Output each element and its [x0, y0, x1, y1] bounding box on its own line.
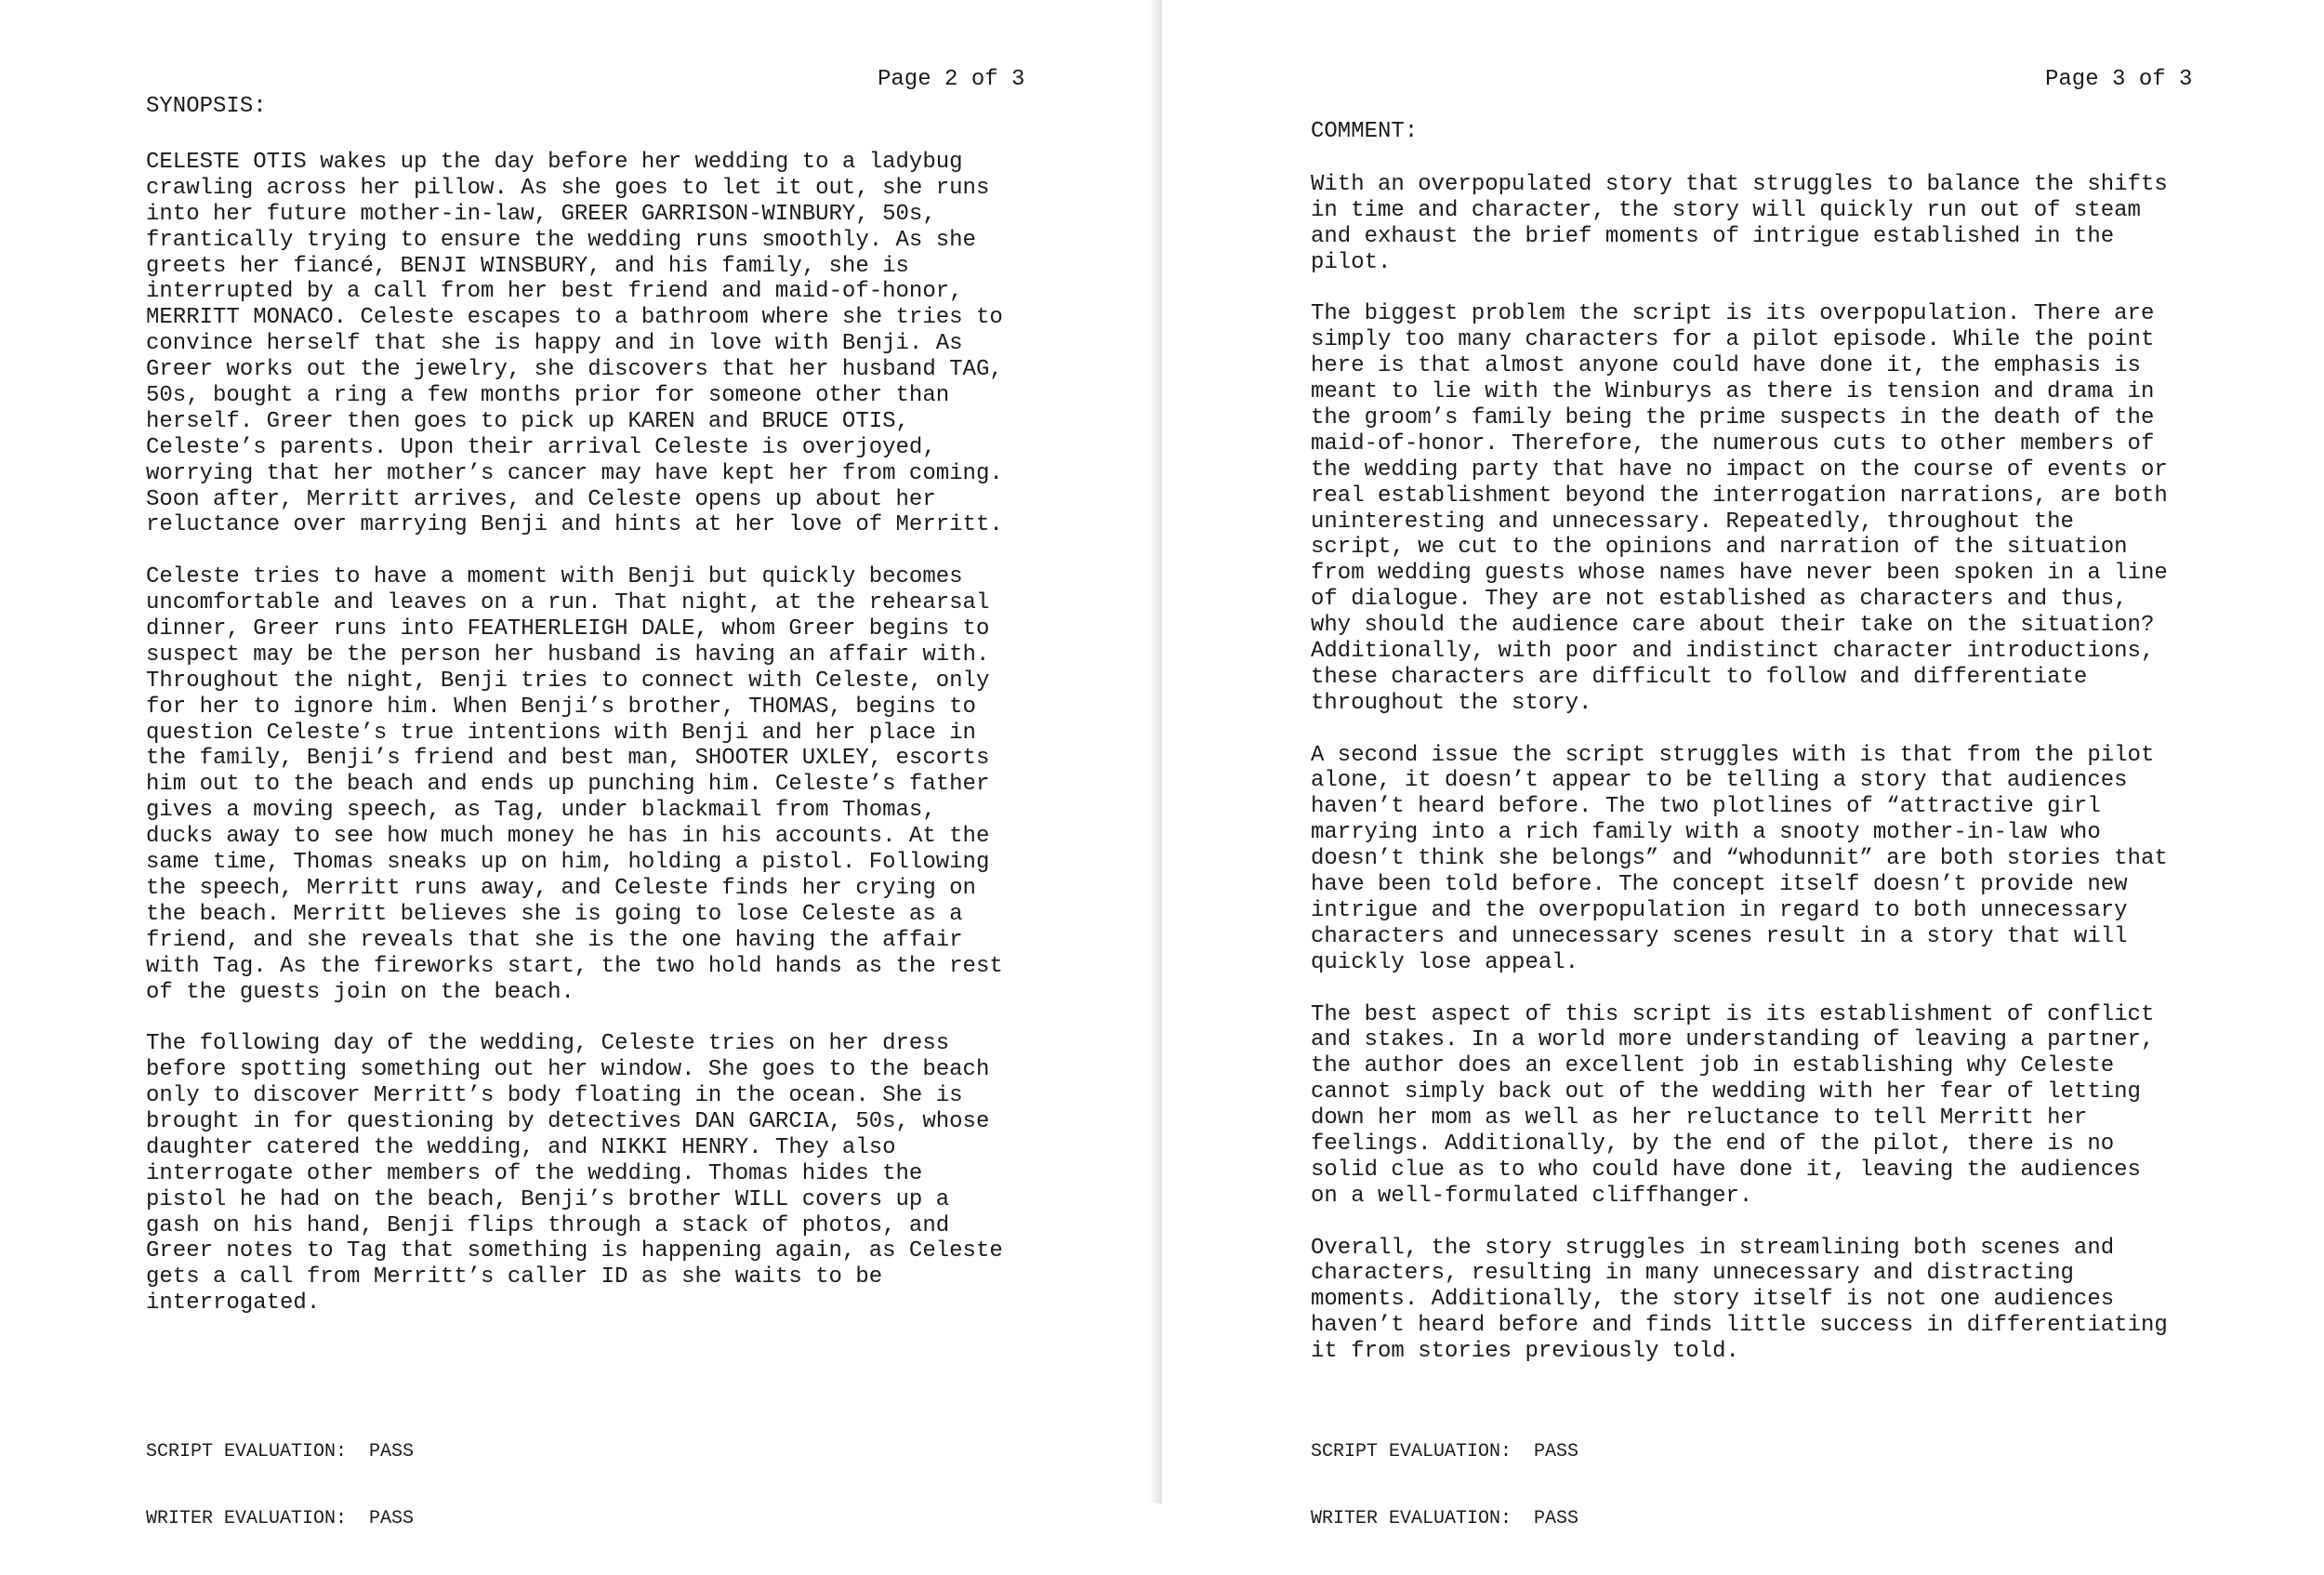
text-line: intrigue and the overpopulation in regard to both unnecessary	[1311, 897, 2128, 923]
text-line: doesn’t think she belongs” and “whodunnit” are both stories that	[1311, 846, 2168, 872]
page-number: Page 2 of 3	[878, 67, 1025, 92]
text-line: herself. Greer then goes to pick up KAREN and BRUCE OTIS,	[146, 408, 909, 434]
writer-evaluation: WRITER EVALUATION: PASS	[146, 1508, 415, 1529]
paragraph	[146, 1031, 1003, 1317]
text-line: real establishment beyond the interrogation narrations, are both	[1311, 483, 2168, 509]
text-line: from wedding guests whose names have never been spoken in a line	[1311, 561, 2168, 587]
text-line: The biggest problem the script is its overpopulation. There are	[1311, 301, 2155, 327]
text-line: characters, resulting in many unnecessary and distracting	[1311, 1261, 2074, 1287]
text-line: moments. Additionally, the story itself is not one audiences	[1311, 1287, 2115, 1313]
paragraph	[146, 564, 1003, 1005]
text-line: and exhaust the brief moments of intrigue established in the	[1311, 223, 2115, 249]
text-line: the family, Benji’s friend and best man, SHOOTER UXLEY, escorts	[146, 746, 990, 772]
text-line: interrogate other members of the wedding. Thomas hides the	[146, 1160, 923, 1186]
text-line: of dialogue. They are not established as characters and thus,	[1311, 587, 2128, 613]
text-line: throughout the story.	[1311, 690, 1592, 716]
text-line: the speech, Merritt runs away, and Celeste finds her crying on	[146, 875, 976, 901]
paragraph	[146, 150, 1003, 538]
text-line: MERRITT MONACO. Celeste escapes to a bathroom where she tries to	[146, 305, 1003, 331]
text-line: of the guests join on the beach.	[146, 979, 574, 1005]
text-line: 50s, bought a ring a few months prior for someone other than	[146, 383, 950, 409]
text-line: greets her fiancé, BENJI WINSBURY, and his family, she is	[146, 253, 909, 279]
text-line: With an overpopulated story that struggles to balance the shifts	[1311, 172, 2168, 197]
text-line: into her future mother-in-law, GREER GARRISON-WINBURY, 50s,	[146, 201, 936, 227]
text-line: before spotting something out her window. She goes to the beach	[146, 1057, 990, 1083]
text-line: Greer notes to Tag that something is happening again, as Celeste	[146, 1238, 1003, 1264]
text-line: have been told before. The concept itself doesn’t provide new	[1311, 872, 2128, 898]
text-line: Additionally, with poor and indistinct character introductions,	[1311, 639, 2155, 665]
page-3	[1162, 0, 2324, 1529]
text-line: dinner, Greer runs into FEATHERLEIGH DALE, whom Greer begins to	[146, 616, 990, 642]
text-line: Greer works out the jewelry, she discovers that her husband TAG,	[146, 357, 1003, 383]
text-line: gets a call from Merritt’s caller ID as she waits to be	[146, 1264, 883, 1290]
text-line: simply too many characters for a pilot episode. While the point	[1311, 327, 2155, 353]
text-line: the author does an excellent job in establishing why Celeste	[1311, 1053, 2115, 1079]
text-line: Celeste tries to have a moment with Benji but quickly becomes	[146, 564, 963, 590]
text-line: friend, and she reveals that she is the one having the affair	[146, 927, 963, 953]
text-line: uncomfortable and leaves on a run. That night, at the rehearsal	[146, 590, 990, 616]
paragraph	[1311, 1236, 2168, 1365]
script-evaluation: SCRIPT EVALUATION: PASS	[146, 1441, 415, 1462]
evaluations	[146, 1396, 414, 1575]
text-line: Overall, the story struggles in streamlining both scenes and	[1311, 1235, 2115, 1261]
text-line: down her mom as well as her reluctance to tell Merritt her	[1311, 1105, 2088, 1132]
text-line: Celeste’s parents. Upon their arrival Celeste is overjoyed,	[146, 434, 936, 460]
text-line: interrogated.	[146, 1290, 321, 1317]
text-line: interrupted by a call from her best friend and maid-of-honor,	[146, 279, 963, 305]
text-line: it from stories previously told.	[1311, 1339, 1739, 1365]
text-line: why should the audience care about their take on the situation?	[1311, 613, 2155, 639]
text-line: Throughout the night, Benji tries to connect with Celeste, only	[146, 668, 990, 694]
text-line: quickly lose appeal.	[1311, 949, 1579, 975]
text-line: solid clue as to who could have done it, leaving the audiences	[1311, 1157, 2141, 1183]
page-2	[0, 0, 1162, 1529]
text-line: maid-of-honor. Therefore, the numerous cuts to other members of	[1311, 430, 2155, 457]
text-line: question Celeste’s true intentions with Benji and her place in	[146, 720, 976, 746]
text-line: only to discover Merritt’s body floating in the ocean. She is	[146, 1083, 963, 1109]
synopsis-heading: SYNOPSIS:	[146, 94, 267, 119]
script-evaluation: SCRIPT EVALUATION: PASS	[1311, 1441, 1579, 1462]
text-line: daughter catered the wedding, and NIKKI HENRY. They also	[146, 1134, 896, 1160]
text-line: The following day of the wedding, Celeste tries on her dress	[146, 1031, 950, 1057]
text-line: pistol he had on the beach, Benji’s brother WILL covers up a	[146, 1186, 950, 1212]
text-line: here is that almost anyone could have done it, the emphasis is	[1311, 353, 2141, 379]
text-line: and stakes. In a world more understanding of leaving a partner,	[1311, 1027, 2155, 1053]
paragraph	[1311, 172, 2168, 276]
text-line: gash on his hand, Benji flips through a stack of photos, and	[146, 1212, 950, 1238]
text-line: meant to lie with the Winburys as there is tension and drama in	[1311, 379, 2155, 405]
text-line: crawling across her pillow. As she goes to let it out, she runs	[146, 175, 990, 201]
text-line: convince herself that she is happy and in love with Benji. As	[146, 331, 963, 357]
page-number: Page 3 of 3	[2045, 67, 2193, 92]
text-line: characters and unnecessary scenes result in a story that will	[1311, 923, 2128, 949]
paragraph	[1311, 743, 2168, 976]
text-line: feelings. Additionally, by the end of the pilot, there is no	[1311, 1131, 2115, 1157]
text-line: suspect may be the person her husband is having an affair with.	[146, 642, 990, 668]
text-line: him out to the beach and ends up punching him. Celeste’s father	[146, 772, 990, 798]
paragraph	[1311, 1002, 2168, 1210]
comment-heading: COMMENT:	[1311, 119, 1419, 144]
text-line: same time, Thomas sneaks up on him, holding a pistol. Following	[146, 850, 990, 876]
text-line: A second issue the script struggles with is that from the pilot	[1311, 742, 2155, 768]
text-line: alone, it doesn’t appear to be telling a story that audiences	[1311, 768, 2128, 794]
text-line: gives a moving speech, as Tag, under blackmail from Thomas,	[146, 798, 936, 824]
text-line: on a well-formulated cliffhanger.	[1311, 1183, 1753, 1209]
text-line: uninteresting and unnecessary. Repeatedly, throughout the	[1311, 509, 2074, 535]
text-line: Soon after, Merritt arrives, and Celeste opens up about her	[146, 486, 936, 512]
text-line: the beach. Merritt believes she is going to lose Celeste as a	[146, 901, 963, 927]
text-line: reluctance over marrying Benji and hints at her love of Merritt.	[146, 512, 1003, 538]
text-line: cannot simply back out of the wedding with her fear of letting	[1311, 1079, 2141, 1105]
synopsis-body	[146, 150, 1003, 1343]
text-line: with Tag. As the fireworks start, the two hold hands as the rest	[146, 953, 1003, 979]
text-line: the groom’s family being the prime suspects in the death of the	[1311, 405, 2155, 431]
text-line: frantically trying to ensure the wedding runs smoothly. As she	[146, 227, 976, 253]
text-line: CELESTE OTIS wakes up the day before her wedding to a ladybug	[146, 150, 963, 175]
comment-body	[1311, 172, 2168, 1391]
text-line: haven’t heard before. The two plotlines of “attractive girl	[1311, 794, 2101, 820]
text-line: in time and character, the story will quickly run out of steam	[1311, 197, 2141, 223]
text-line: marrying into a rich family with a snooty mother-in-law who	[1311, 820, 2101, 846]
text-line: pilot.	[1311, 249, 1392, 275]
writer-evaluation: WRITER EVALUATION: PASS	[1311, 1508, 1579, 1529]
evaluations	[1311, 1396, 1578, 1575]
text-line: these characters are difficult to follow and differentiate	[1311, 664, 2088, 690]
text-line: script, we cut to the opinions and narration of the situation	[1311, 535, 2128, 561]
text-line: haven’t heard before and finds little success in differentiating	[1311, 1313, 2168, 1339]
text-line: the wedding party that have no impact on the course of events or	[1311, 457, 2168, 483]
paragraph	[1311, 301, 2168, 716]
text-line: brought in for questioning by detectives DAN GARCIA, 50s, whose	[146, 1108, 990, 1134]
text-line: for her to ignore him. When Benji’s brother, THOMAS, begins to	[146, 694, 976, 720]
text-line: The best aspect of this script is its establishment of conflict	[1311, 1001, 2155, 1027]
text-line: worrying that her mother’s cancer may have kept her from coming.	[146, 460, 1003, 486]
text-line: ducks away to see how much money he has in his accounts. At the	[146, 824, 990, 850]
